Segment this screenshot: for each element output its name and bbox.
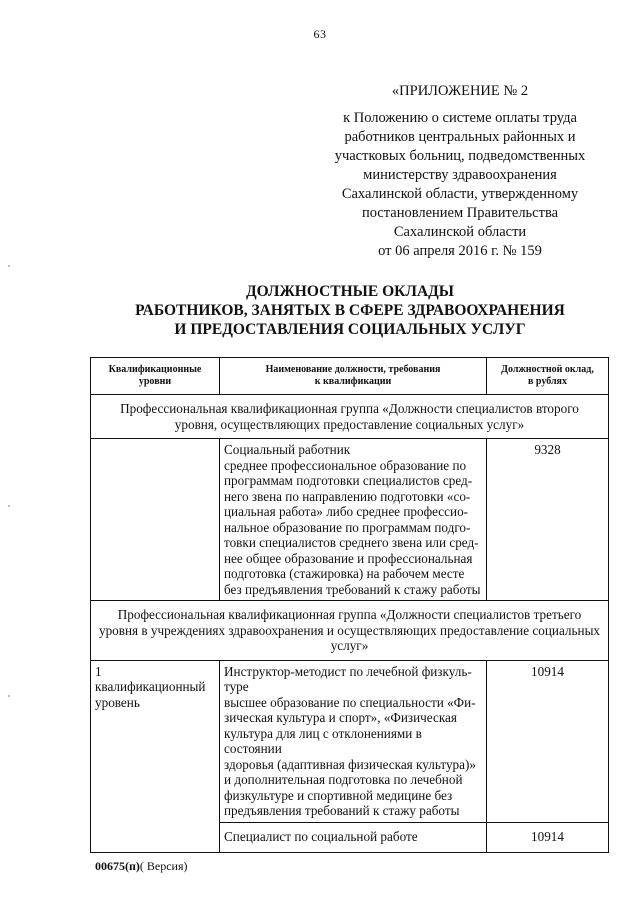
position-line: нее общее образование и профессиональная [224,550,473,566]
position-line: зическая культура и спорт», «Физическая [224,710,457,725]
position-line: Социальный работник [224,442,351,457]
position-cell [220,660,487,822]
appendix-line: министерству здравоохранения [363,167,557,183]
appendix-line: Сахалинской области, утвержденному [341,186,579,202]
level-cell [91,439,220,601]
header-position [220,358,487,395]
scan-speck [8,265,10,267]
header-text: Наименование должности, требования [265,364,441,375]
header-salary [487,358,609,395]
position-line: товки специалистов среднего звена или сред- [224,535,479,550]
position-line: программам подготовки специалистов сред- [224,473,473,488]
position-line: физкультуре и спортивной медицине без [224,787,453,803]
position-line: подготовка (стажировка) на рабочем месте [224,566,465,581]
group-row [91,395,609,439]
qualification-group-2 [91,395,609,439]
level-line: уровень [95,694,140,710]
position-line: циальная работа» либо среднее профессио- [224,504,469,519]
group-line: Профессиональная квалификационная группа «Должности специалистов третьего [117,607,582,622]
group-line: услуг» [330,638,369,653]
document-title-line: РАБОТНИКОВ, ЗАНЯТЫХ В СФЕРЕ ЗДРАВООХРАНЕНИЯ [135,302,565,319]
document-title [80,282,620,339]
appendix-line: Сахалинской области [393,224,527,240]
appendix-line: от 06 апреля 2016 г. № 159 [378,243,542,259]
salary-cell: 10914 [487,822,609,853]
header-text: к квалификации [314,376,392,387]
position-line: нальное образование по программам подго- [224,519,471,535]
level-cell [91,660,220,853]
position-cell [220,439,487,601]
footer-code: 00675(п) [95,859,140,873]
document-footer [95,859,188,874]
qualification-group-3 [91,601,609,661]
appendix-block [290,82,630,261]
footer-version: ( Версия) [139,859,188,873]
table-row [91,439,609,601]
table-row [91,660,609,822]
position-cell: Специалист по социальной работе [220,822,487,853]
group-line: уровня, осуществляющих предоставление социальных услуг» [174,416,525,432]
salary-cell: 9328 [487,439,609,601]
position-line: без предъявления требований к стажу работы [224,581,481,597]
header-text: в рублях [528,376,567,387]
group-row [91,601,609,661]
header-text: Должностной оклад, [501,364,594,375]
position-line: туре [224,679,249,694]
position-line: него звена по направлению подготовки «со- [224,488,471,504]
header-text: Квалификационные [108,364,202,375]
position-line: здоровья (адаптивная физическая культура)» [224,756,476,772]
salary-cell: 10914 [487,660,609,822]
appendix-title: «ПРИЛОЖЕНИЕ № 2 [391,83,529,99]
group-line: уровня в учреждениях здравоохранения и осуществляющих предоставление социальных [98,622,601,638]
position-line: высшее образование по специальности «Фи- [224,694,476,710]
table-header-row [91,358,609,395]
group-line: Профессиональная квалификационная группа «Должности специалистов второго [120,401,579,416]
page-number: 63 [313,27,327,41]
position-line: Инструктор-методист по лечебной физкуль- [224,663,472,679]
position-line: и дополнительная подготовка по лечебной [224,772,463,787]
appendix-line: участковых больниц, подведомственных [334,148,586,164]
appendix-line: работников центральных районных и [344,129,576,145]
scan-speck [8,695,10,697]
document-title-line: ДОЛЖНОСТНЫЕ ОКЛАДЫ [245,283,455,300]
header-text: уровни [138,376,172,387]
salary-table [90,357,609,853]
appendix-line: к Положению о системе оплаты труда [343,110,577,126]
appendix-line: постановлением Правительства [361,205,559,221]
header-levels [91,358,220,395]
position-line: культура для лиц с отклонениями в состоянии [224,725,422,756]
scan-speck [8,505,10,507]
level-line: 1 квалификационный [95,663,206,694]
position-line: среднее профессиональное образование по [224,457,467,473]
document-title-line: И ПРЕДОСТАВЛЕНИЯ СОЦИАЛЬНЫХ УСЛУГ [174,321,526,338]
position-line: предъявления требований к стажу работы [224,803,460,818]
